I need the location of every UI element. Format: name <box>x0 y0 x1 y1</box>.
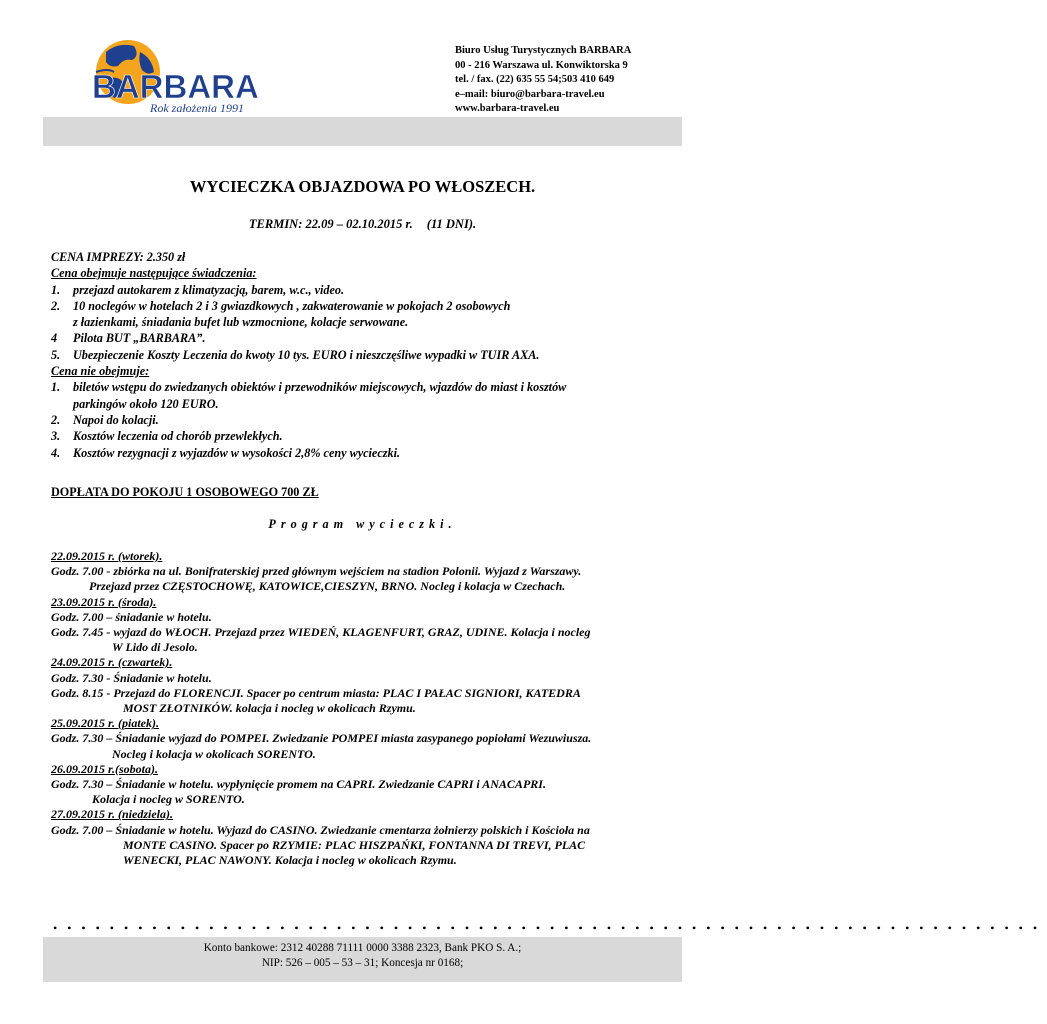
svg-text:BARBARA: BARBARA <box>92 68 259 105</box>
program-entry: Godz. 7.00 – Śniadanie w hotelu. Wyjazd do CASINO. Zwiedzanie cmentarza żołnierzy polskich i Kościoła na <box>51 822 590 837</box>
footer-bar <box>43 937 682 982</box>
price-section <box>51 249 681 461</box>
included-heading: Cena obejmuje następujące świadczenia: <box>51 266 257 281</box>
program-entry: Godz. 7.30 – Śniadanie w hotelu. wypłynięcie promem na CAPRI. Zwiedzanie CAPRI i ANACAPRI. <box>51 777 546 792</box>
program-title: Program wycieczki. <box>268 517 457 531</box>
program-entry: Godz. 8.15 - Przejazd do FLORENCJI. Spacer po centrum miasta: PLAC I PAŁAC SIGNIORI, KATEDRA <box>51 685 581 700</box>
svg-text:Rok założenia 1991: Rok założenia 1991 <box>150 101 244 115</box>
excluded-item: 2. Napoi do kolacji. <box>51 412 159 427</box>
excluded-item: 4. Kosztów rezygnacji z wyjazdów w wysokości 2,8% ceny wycieczki. <box>51 445 401 460</box>
included-item: 2. 10 noclegów w hotelach 2 i 3 gwiazdkowych , zakwaterowanie w pokojach 2 osobowych <box>51 298 511 313</box>
company-phone: tel. / fax. (22) 635 55 54;503 410 649 <box>455 74 615 85</box>
included-item-cont: z łazienkami, śniadania bufet lub wzmocnione, kolacje serwowane. <box>73 315 409 330</box>
company-info <box>455 44 631 117</box>
program-day-date: 22.09.2015 r. (wtorek). <box>51 549 163 563</box>
program-entry: Godz. 7.45 - wyjazd do WŁOCH. Przejazd przez WIEDEŃ, KLAGENFURT, GRAZ, UDINE. Kolacja i nocleg <box>51 625 591 640</box>
trip-dates-range: TERMIN: 22.09 – 02.10.2015 r. <box>248 217 413 231</box>
excluded-item: 3. Kosztów leczenia od chorób przewlekłych. <box>51 429 283 444</box>
excluded-item-cont: parkingów około 120 EURO. <box>73 396 219 411</box>
single-room-supplement: DOPŁATA DO POKOJU 1 OSOBOWEGO 700 ZŁ <box>51 485 319 499</box>
included-item: 4 Pilota BUT „BARBARA”. <box>51 331 206 346</box>
price-line: CENA IMPREZY: 2.350 zł <box>51 250 186 264</box>
company-website: www.barbara-travel.eu <box>455 103 560 114</box>
program-day-date: 26.09.2015 r.(sobota). <box>51 761 159 776</box>
program-entry: Godz. 7.00 - zbiórka na ul. Bonifraterskiej przed głównym wejściem na stadion Polonii. Wyjazd z Warszawy. <box>51 564 582 579</box>
program-entry-cont: Kolacja i nocleg w SORENTO. <box>92 792 245 807</box>
program-entry-cont: Przejazd przez CZĘSTOCHOWĘ, KATOWICE,CIESZYN, BRNO. Nocleg i kolacja w Czechach. <box>89 579 566 594</box>
program-entry-cont: Nocleg i kolacja w okolicach SORENTO. <box>112 746 316 761</box>
company-address: 00 - 216 Warszawa ul. Konwiktorska 9 <box>455 59 628 71</box>
trip-dates <box>0 217 725 232</box>
excluded-item: 1. biletów wstępu do zwiedzanych obiektów i przewodników miejscowych, wjazdów do miast i kosztów <box>51 380 567 395</box>
program-entry-cont: W Lido di Jesolo. <box>112 640 198 655</box>
company-name: Biuro Usług Turystycznych BARBARA <box>455 45 632 56</box>
program-list <box>51 549 691 868</box>
included-item: 5. Ubezpieczenie Koszty Leczenia do kwoty 10 tys. EURO i nieszczęśliwe wypadki w TUIR AXA. <box>51 347 540 362</box>
company-email: e–mail: biuro@barbara-travel.eu <box>455 88 605 100</box>
program-entry-cont: WENECKI, PLAC NAWONY. Kolacja i nocleg w okolicach Rzymu. <box>123 853 457 868</box>
header-gray-bar <box>43 117 682 146</box>
excluded-heading: Cena nie obejmuje: <box>51 364 150 379</box>
program-entry-cont: MOST ZŁOTNIKÓW. kolacja i nocleg w okolicach Rzymu. <box>123 701 416 716</box>
program-entry: Godz. 7.30 - Śniadanie w hotelu. <box>51 670 212 685</box>
barbara-logo <box>88 38 268 118</box>
program-entry: Godz. 7.30 – Śniadanie wyjazd do POMPEI. Zwiedzanie POMPEI miasta zasypanego popiołami Wezuwiusza. <box>51 731 592 746</box>
footer-dotted-line: •••••••••••••••••••••••••••••••••••••••••••••••••••••••••••••••••••••• <box>53 921 1047 935</box>
bank-account: Konto bankowe: 2312 40288 71111 0000 3388 2323, Bank PKO S. A.; <box>203 942 522 954</box>
program-day-date: 25.09.2015 r. (piatek). <box>51 716 159 731</box>
tax-info: NIP: 526 – 005 – 53 – 31; Koncesja nr 0168; <box>261 957 464 969</box>
program-day-date: 23.09.2015 r. (środa). <box>51 594 157 609</box>
program-entry-cont: MONTE CASINO. Spacer po RZYMIE: PLAC HISZPAŃKI, FONTANNA DI TREVI, PLAC <box>123 837 586 852</box>
program-entry: Godz. 7.00 – śniadanie w hotelu. <box>51 609 212 624</box>
document-title: WYCIECZKA OBJAZDOWA PO WŁOSZECH. <box>189 177 536 196</box>
included-item: 1. przejazd autokarem z klimatyzacją, barem, w.c., video. <box>51 282 345 297</box>
trip-days: (11 DNI). <box>426 217 477 231</box>
program-day-date: 27.09.2015 r. (niedziela). <box>51 807 173 822</box>
program-day-date: 24.09.2015 r. (czwartek). <box>51 655 173 670</box>
